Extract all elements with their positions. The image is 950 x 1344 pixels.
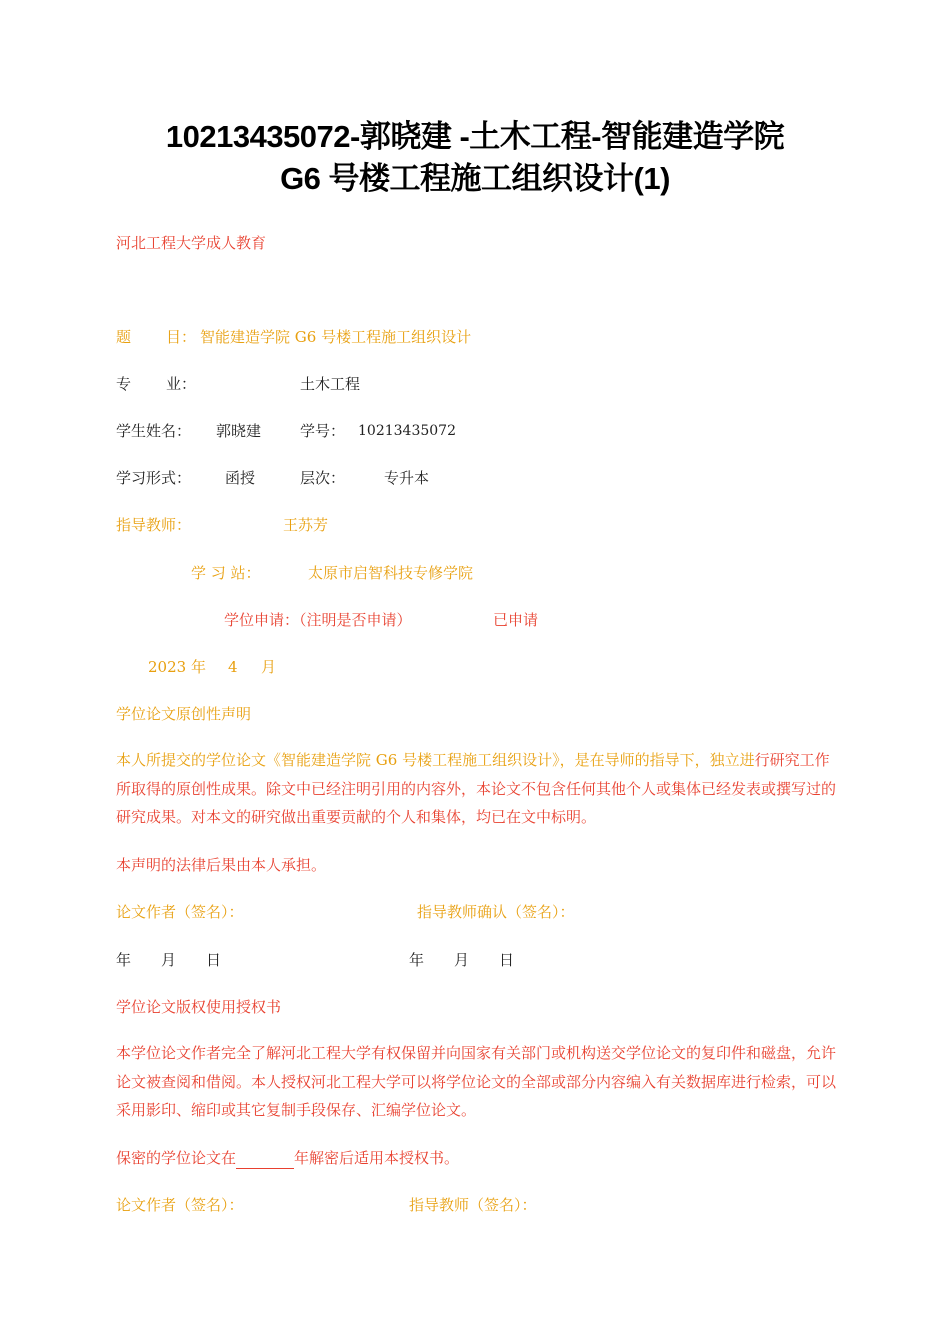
declaration-body-rest: 行研究工作所取得的原创性成果。除文中已经注明引用的内容外，本论文不包含任何其他个人或集体已经发表或撰写过的研究成果。对本文的研究做出重要贡献的个人和集体，均已在文中标明。 [116,751,837,826]
authorization-advisor-signature: 指导教师（签名）： [409,1196,537,1214]
degree-label: 学位申请：（注明是否申请） [224,611,412,629]
secrecy-statement-suffix: 年解密后适用本授权书。 [294,1149,460,1167]
student-id-label: 学号： [300,422,346,440]
topic-label-a: 题 [116,328,132,346]
date-month-number: 4 [228,658,238,676]
declaration-advisor-signature: 指导教师确认（签名）： [417,903,575,921]
declaration-heading: 学位论文原创性声明 [116,705,252,723]
date-year: 2023 年 [148,658,206,676]
date-month-label: 月 [261,658,277,676]
degree-value: 已申请 [493,611,539,629]
major-label-b: 业： [166,375,197,393]
study-level-label: 层次： [300,469,346,487]
station-label: 学 习 站： [191,564,261,582]
document-title-line-1: 10213435072-郭晓建 -土木工程-智能建造学院 [165,119,785,154]
authorization-heading: 学位论文版权使用授权书 [116,998,282,1016]
secrecy-years-blank [236,1148,294,1169]
student-name-label: 学生姓名： [116,422,192,440]
study-form: 函授 [225,469,256,487]
declaration-date-left: 年 月 日 [116,951,222,969]
topic-value: 智能建造学院 G6 号楼工程施工组织设计 [200,328,472,346]
declaration-liability: 本声明的法律后果由本人承担。 [116,856,327,874]
institution-name: 河北工程大学成人教育 [116,234,267,252]
authorization-body: 本学位论文作者完全了解河北工程大学有权保留并向国家有关部门或机构送交学位论文的复印件和磁盘，允许论文被查阅和借阅。本人授权河北工程大学可以将学位论文的全部或部分内容编入有关数据库进行检索，可以采用影印、缩印或其它复制手段保存、汇编学位论文。 [116,1044,837,1119]
major-value: 土木工程 [300,375,361,393]
advisor-label: 指导教师： [116,516,192,534]
declaration-body-first-line: 本人所提交的学位论文《智能建造学院 G6 号楼工程施工组织设计》，是在导师的指导下，独立进 [116,751,755,769]
advisor-name: 王苏芳 [283,516,329,534]
secrecy-statement [116,1148,459,1169]
declaration-body [116,746,836,832]
document-title-line-2: G6 号楼工程施工组织设计(1) [280,161,670,196]
student-name: 郭晓建 [216,422,262,440]
declaration-date-right: 年 月 日 [409,951,515,969]
station-value: 太原市启智科技专修学院 [308,564,474,582]
student-id: 10213435072 [358,423,456,439]
authorization-author-signature: 论文作者（签名）： [116,1196,244,1214]
study-level: 专升本 [384,469,430,487]
study-form-label: 学习形式： [116,469,192,487]
topic-label-b: 目： [166,328,197,346]
major-label-a: 专 [116,375,132,393]
secrecy-statement-prefix: 保密的学位论文在 [116,1149,237,1167]
declaration-author-signature: 论文作者（签名）： [116,903,244,921]
